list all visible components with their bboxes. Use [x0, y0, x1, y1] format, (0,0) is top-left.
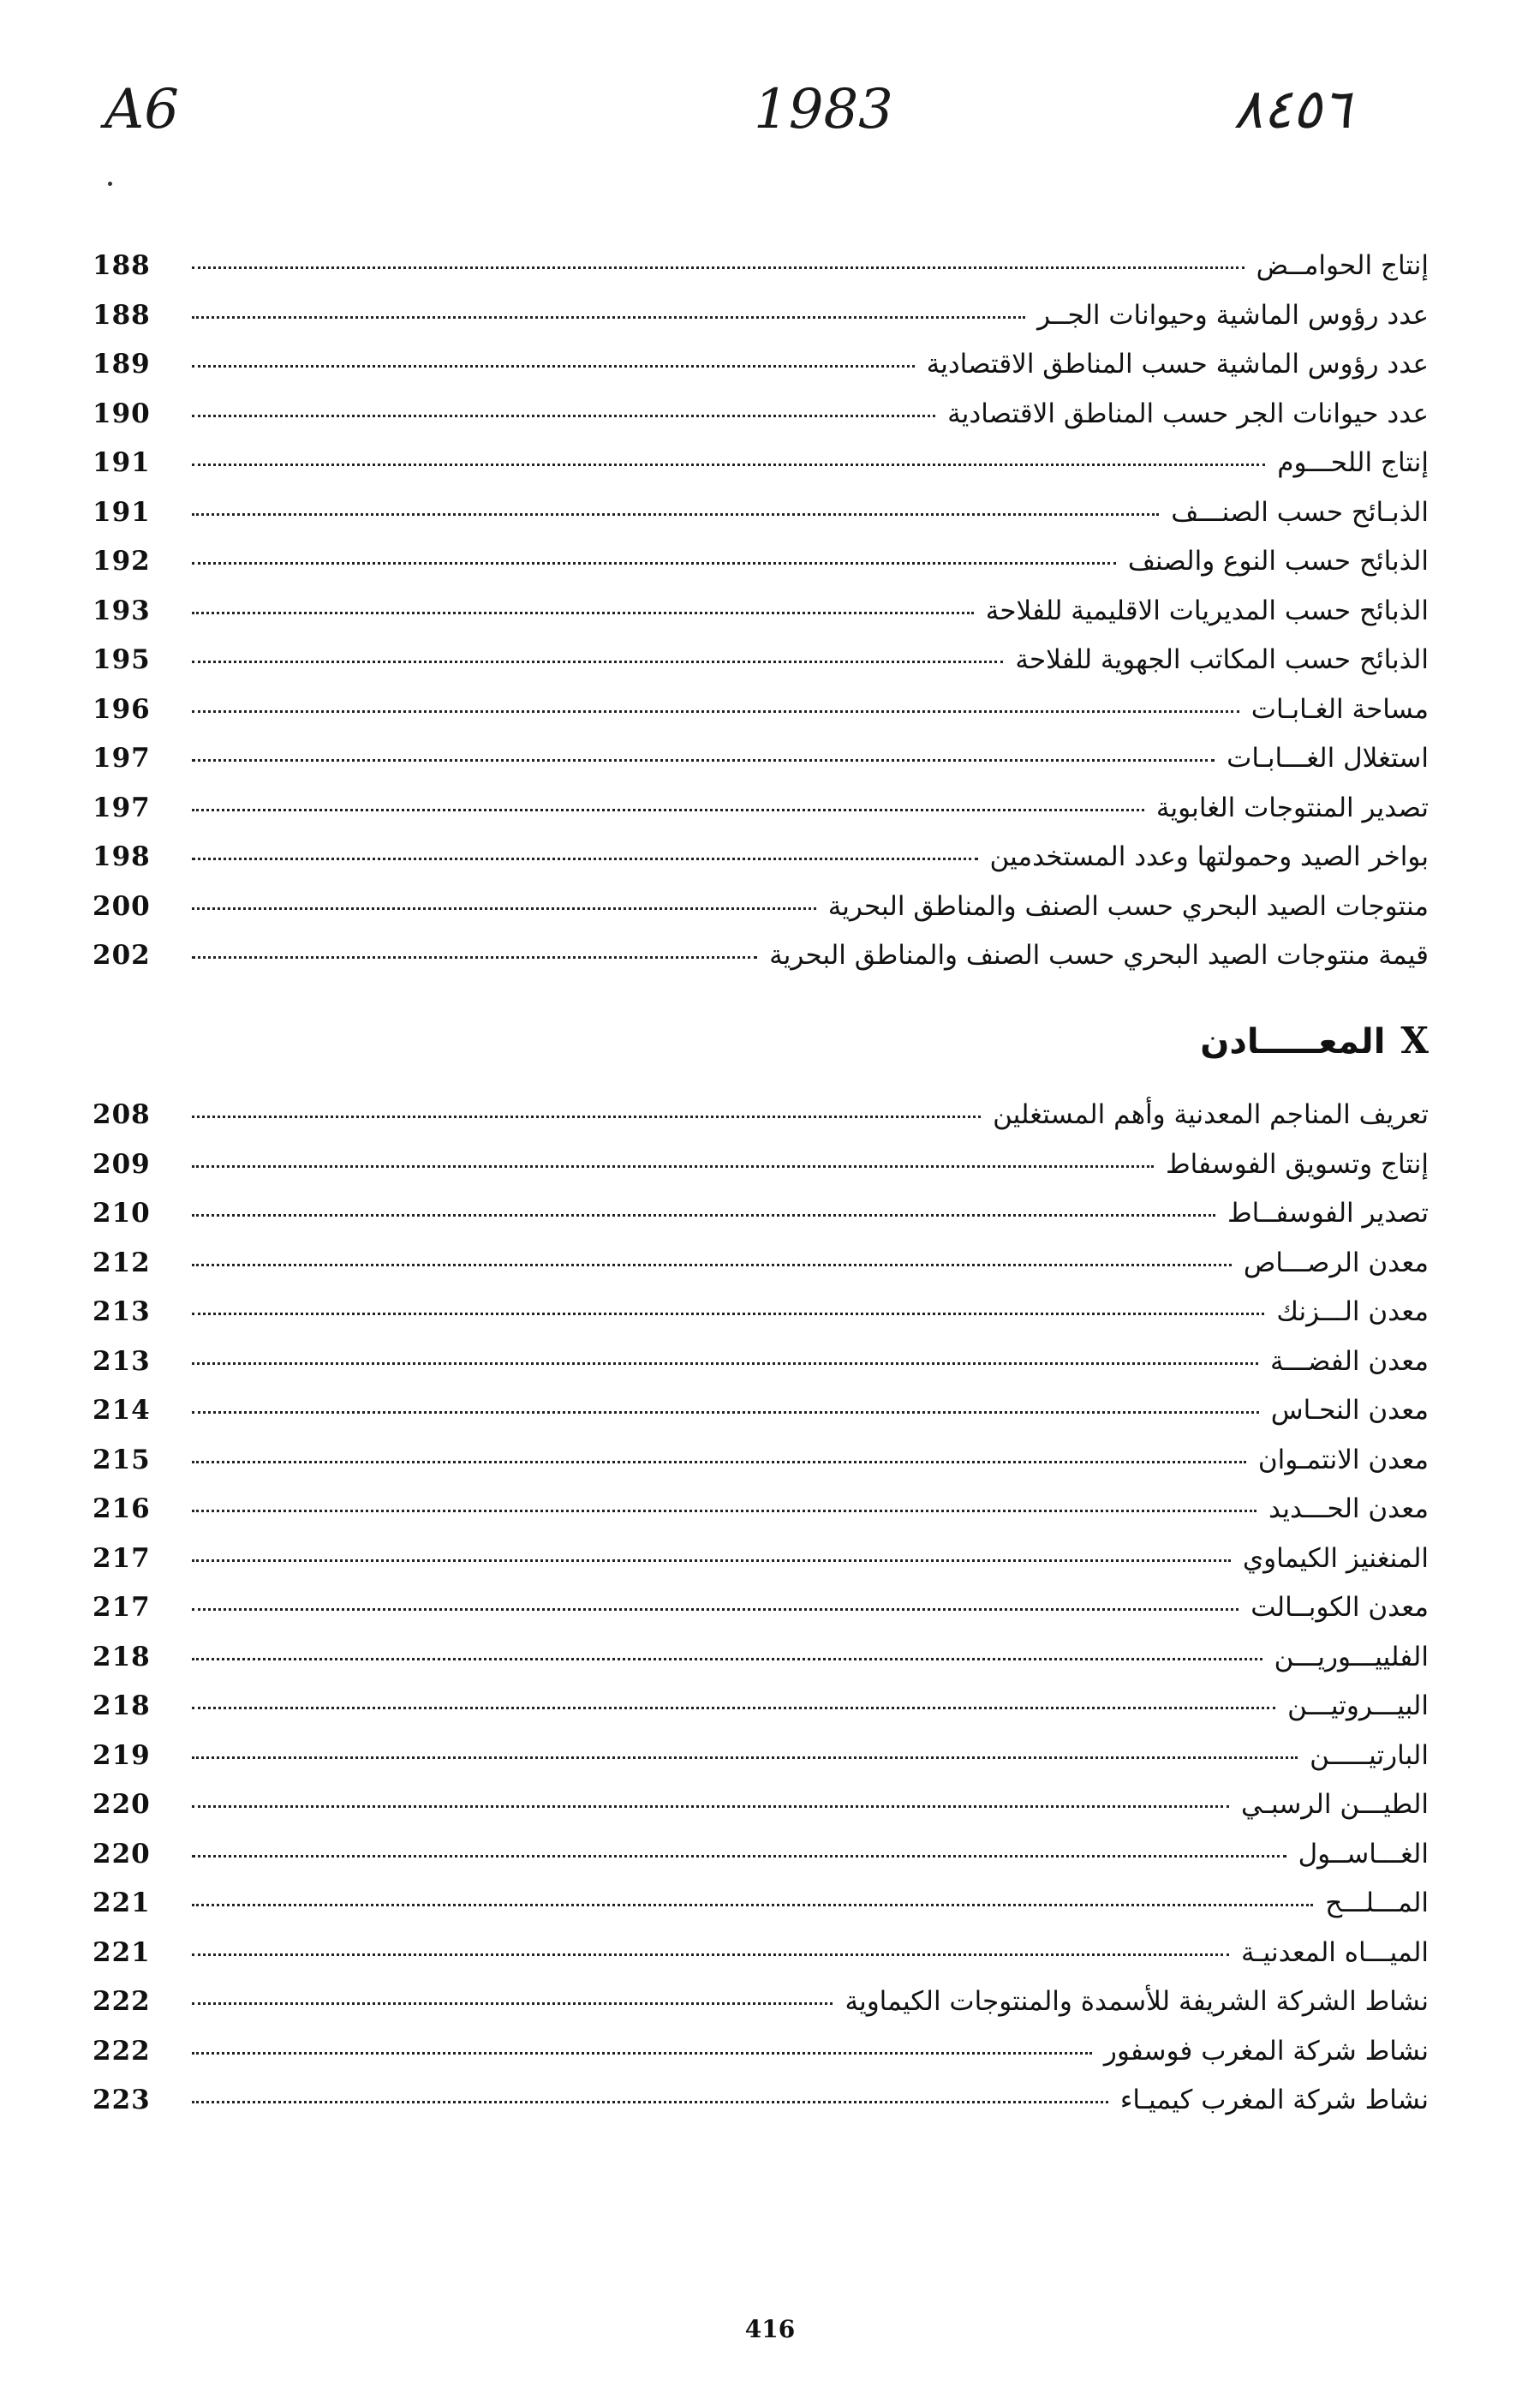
toc-entry-title: تعريف المناجم المعدنية وأهم المستغلين: [993, 1099, 1429, 1130]
dot-leader: [192, 316, 1025, 319]
toc-entry-title: عدد رؤوس الماشية وحيوانات الجــر: [1037, 299, 1429, 331]
toc-entry: [93, 1986, 1429, 2036]
toc-entry: [93, 250, 1429, 300]
toc-entry: [93, 1543, 1429, 1593]
toc-entry: [93, 1642, 1429, 1691]
toc-entry: [93, 1346, 1429, 1396]
dot-leader: [192, 956, 757, 959]
toc-entry-title: تصدير الفوسفــاط: [1227, 1198, 1429, 1229]
toc-entry: [93, 398, 1429, 448]
toc-page-number: 197: [93, 743, 151, 774]
toc-page-number: 191: [93, 447, 151, 478]
toc-entry-title: استغلال الغـــابـات: [1227, 743, 1429, 774]
toc-page-number: 215: [93, 1444, 151, 1475]
toc-entry: [93, 1493, 1429, 1543]
toc-entry-title: مساحة الغـابـات: [1251, 693, 1429, 725]
toc-page-number: 208: [93, 1099, 151, 1130]
toc-entry-title: بواخر الصيد وحمولتها وعدد المستخدمين: [989, 841, 1429, 872]
dot-leader: [192, 1313, 1264, 1315]
toc-entry: [93, 546, 1429, 595]
dot-leader: [192, 1756, 1298, 1759]
footer-page-number: 416: [744, 2315, 796, 2343]
toc-entry-title: المنغنيز الكيماوي: [1242, 1542, 1429, 1574]
toc-entry: [93, 644, 1429, 694]
toc-entry: [93, 1296, 1429, 1346]
toc-entry: [93, 940, 1429, 990]
toc-page-number: 220: [93, 1789, 151, 1820]
toc-entry: [93, 793, 1429, 842]
toc-page-number: 221: [93, 1936, 151, 1968]
toc-page-number: 218: [93, 1641, 151, 1672]
toc-entry-title: البارتيـــــن: [1310, 1739, 1429, 1771]
dot-leader: [192, 1953, 1229, 1956]
toc-page-number: 213: [93, 1296, 151, 1327]
toc-entry-title: معدن الرصـــاص: [1243, 1247, 1429, 1278]
toc-entry-title: الميـــاه المعدنيـة: [1240, 1936, 1429, 1968]
ink-speck: [108, 182, 112, 186]
toc-entry: [93, 497, 1429, 547]
toc-page-number: 200: [93, 890, 151, 922]
toc-page-number: 220: [93, 1838, 151, 1870]
toc-entry-title: إنتاج اللحـــوم: [1277, 447, 1429, 478]
toc-entry-title: الذبائح حسب النوع والصنف: [1127, 546, 1429, 577]
toc-entry-title: الذبائح حسب المديريات الاقليمية للفلاحة: [985, 595, 1429, 626]
toc-page-number: 216: [93, 1493, 151, 1524]
handwritten-note-right: ٨٤٥٦: [1233, 78, 1352, 141]
dot-leader: [192, 266, 1245, 269]
toc-entry: [93, 1099, 1429, 1149]
dot-leader: [192, 1214, 1215, 1217]
toc-page-number: 189: [93, 349, 151, 380]
toc-entry-title: نشاط شركة المغرب فوسفور: [1103, 2035, 1429, 2067]
section-number: X: [1400, 1020, 1429, 1062]
dot-leader: [192, 1559, 1231, 1562]
dot-leader: [192, 1805, 1229, 1808]
dot-leader: [192, 907, 816, 910]
dot-leader: [192, 1362, 1258, 1365]
toc-page-number: 222: [93, 1986, 151, 2017]
toc-entry: [93, 1395, 1429, 1445]
toc-page-number: 214: [93, 1395, 151, 1426]
toc-entry-title: الطيـــن الرسبـي: [1241, 1789, 1429, 1820]
dot-leader: [192, 1116, 981, 1118]
dot-leader: [192, 1707, 1275, 1709]
dot-leader: [192, 612, 974, 614]
dot-leader: [192, 1510, 1256, 1512]
toc-page-number: 217: [93, 1592, 151, 1623]
dot-leader: [192, 1461, 1246, 1463]
toc-page-number: 188: [93, 299, 151, 331]
toc-page-number: 212: [93, 1247, 151, 1278]
dot-leader: [192, 809, 1144, 811]
dot-leader: [192, 2052, 1092, 2055]
toc-entry-title: المـــلـــح: [1325, 1887, 1429, 1918]
toc-entry-title: الفلييـــوريـــن: [1274, 1641, 1429, 1672]
toc-entry-title: معدن الكوبــالت: [1251, 1592, 1429, 1623]
dot-leader: [192, 1411, 1259, 1414]
toc-entry: [93, 841, 1429, 891]
dot-leader: [192, 513, 1159, 516]
toc-entry: [93, 2036, 1429, 2085]
dot-leader: [192, 661, 1003, 663]
dot-leader: [192, 365, 915, 368]
toc-page-number: 213: [93, 1345, 151, 1377]
toc-page-number: 210: [93, 1198, 151, 1229]
toc-entry: [93, 694, 1429, 744]
toc-entry-title: معدن الحـــديد: [1268, 1493, 1429, 1524]
toc-list-agriculture: [93, 250, 1429, 990]
toc-entry: [93, 1592, 1429, 1642]
dot-leader: [192, 1165, 1154, 1168]
dot-leader: [192, 562, 1116, 565]
toc-entry: [93, 300, 1429, 350]
toc-page-number: 191: [93, 496, 151, 528]
toc-entry-title: معدن النحـاس: [1270, 1395, 1429, 1426]
toc-entry: [93, 447, 1429, 497]
toc-entry: [93, 349, 1429, 398]
toc-entry: [93, 1839, 1429, 1888]
toc-entry: [93, 1149, 1429, 1199]
toc-entry: [93, 1740, 1429, 1790]
dot-leader: [192, 2101, 1108, 2103]
toc-page-number: 193: [93, 595, 151, 626]
toc-entry: [93, 891, 1429, 941]
dot-leader: [192, 415, 935, 417]
toc-entry: [93, 1198, 1429, 1247]
section-title: المعـــــادن: [1200, 1022, 1386, 1062]
toc-page-number: 221: [93, 1887, 151, 1918]
toc-entry-title: نشاط الشركة الشريفة للأسمدة والمنتوجات الكيماوية: [845, 1986, 1429, 2017]
toc-page-number: 192: [93, 546, 151, 577]
toc-entry-title: الذبـائح حسب الصنـــف: [1171, 496, 1429, 528]
toc-entry: [93, 2085, 1429, 2134]
toc-entry: [93, 595, 1429, 645]
toc-entry-title: معدن الفضـــة: [1270, 1345, 1429, 1377]
toc-page-number: 188: [93, 250, 151, 281]
toc-page-number: 223: [93, 2085, 151, 2115]
toc-page-number: 196: [93, 693, 151, 725]
toc-page-number: 197: [93, 792, 151, 823]
toc-entry: [93, 1937, 1429, 1987]
toc-entry: [93, 743, 1429, 793]
toc-page-number: 218: [93, 1690, 151, 1721]
dot-leader: [192, 1855, 1286, 1858]
toc-page-number: 219: [93, 1739, 151, 1771]
toc-entry: [93, 1445, 1429, 1494]
toc-page-number: 195: [93, 644, 151, 675]
toc-page-number: 202: [93, 940, 151, 971]
dot-leader: [192, 1608, 1239, 1611]
dot-leader: [192, 1904, 1313, 1906]
handwritten-note-year: 1983: [754, 78, 893, 141]
handwritten-note-left: A6: [104, 78, 179, 141]
dot-leader: [192, 1264, 1232, 1266]
toc-entry-title: الغـــاســول: [1298, 1838, 1429, 1870]
toc-entry-title: عدد حيوانات الجر حسب المناطق الاقتصادية: [947, 398, 1429, 429]
toc-entry-title: إنتاج الحوامــض: [1256, 250, 1429, 281]
toc-entry-title: نشاط شركة المغرب كيميـاء: [1119, 2085, 1429, 2115]
toc-entry: [93, 1789, 1429, 1839]
toc-page-number: 190: [93, 398, 151, 429]
toc-entry-title: الذبائح حسب المكاتب الجهوية للفلاحة: [1015, 644, 1429, 675]
toc-page-number: 209: [93, 1148, 151, 1180]
toc-entry-title: قيمة منتوجات الصيد البحري حسب الصنف والمناطق البحرية: [769, 940, 1429, 971]
toc-entry-title: عدد رؤوس الماشية حسب المناطق الاقتصادية: [926, 349, 1429, 380]
toc-entry-title: معدن الانتمـوان: [1257, 1444, 1429, 1475]
toc-page-number: 222: [93, 2035, 151, 2067]
toc-entry: [93, 1690, 1429, 1740]
dot-leader: [192, 759, 1215, 762]
dot-leader: [192, 710, 1239, 713]
toc-entry: [93, 1247, 1429, 1297]
dot-leader: [192, 1658, 1262, 1660]
toc-page-number: 217: [93, 1542, 151, 1574]
dot-leader: [192, 858, 978, 860]
toc-entry-title: إنتاج وتسويق الفوسفاط: [1165, 1148, 1429, 1180]
toc-entry-title: تصدير المنتوجات الغابوية: [1155, 792, 1429, 823]
toc-entry-title: البيـــروتيـــن: [1287, 1690, 1429, 1721]
dot-leader: [192, 464, 1265, 466]
section-heading-minerals: [1200, 1020, 1429, 1062]
toc-page-number: 198: [93, 841, 151, 872]
toc-list-minerals: [93, 1099, 1429, 2134]
toc-entry-title: معدن الـــزنك: [1276, 1296, 1429, 1327]
dot-leader: [192, 2002, 833, 2005]
toc-entry-title: منتوجات الصيد البحري حسب الصنف والمناطق البحرية: [827, 890, 1429, 922]
toc-entry: [93, 1887, 1429, 1937]
